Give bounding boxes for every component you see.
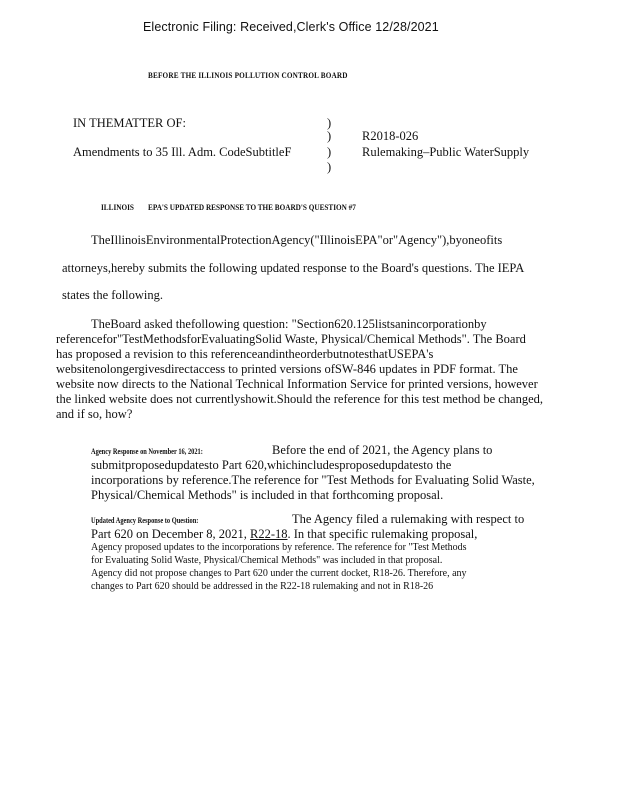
filing-header: Electronic Filing: Received,Clerk's Office 12/28/2021 bbox=[143, 20, 439, 34]
rulemaking-title: Rulemaking–Public WaterSupply bbox=[362, 145, 530, 159]
question-line: the linked website does not currentlyshowit.Should the reference for this test method be changed, bbox=[56, 392, 544, 406]
response1-label: Agency Response on November 16, 2021: bbox=[91, 447, 203, 456]
caption-paren: ) bbox=[327, 145, 332, 159]
response1-line: incorporations by reference.The reference for "Test Methods for Evaluating Solid Waste, bbox=[91, 473, 535, 487]
response2-text: . In that specific rulemaking proposal, bbox=[287, 527, 478, 541]
question-line: websitenolongergivesdirectaccess to printed versions ofSW-846 updates in PDF format. The bbox=[56, 362, 518, 376]
response2-line: Agency did not propose changes to Part 620 under the current docket, R18-26. Therefore, any bbox=[91, 568, 467, 579]
caption-paren: ) bbox=[327, 160, 332, 174]
question-line: TheBoard asked thefollowing question: "Section620.125listsanincorporationby bbox=[91, 317, 487, 331]
question-line: referencefor"TestMethodsforEvaluatingSolid Waste, Physical/Chemical Methods". The Board bbox=[56, 332, 526, 346]
docket-reference: R22-18 bbox=[250, 527, 288, 541]
response2-line: Agency proposed updates to the incorporations by reference. The reference for "Test Methods bbox=[91, 542, 467, 553]
caption-paren: ) bbox=[327, 129, 332, 143]
caption-paren: ) bbox=[327, 116, 332, 130]
intro-line: TheIllinoisEnvironmentalProtectionAgency("IllinoisEPA"or"Agency"),byoneofits bbox=[91, 233, 503, 247]
response-title-part2: EPA'S UPDATED RESPONSE TO THE BOARD'S QUESTION #7 bbox=[148, 202, 356, 212]
response1-line: Physical/Chemical Methods" is included in that forthcoming proposal. bbox=[91, 488, 444, 502]
matter-label: IN THEMATTER OF: bbox=[73, 116, 186, 130]
response2-date: Part 620 on December 8, 2021, bbox=[91, 527, 247, 541]
intro-line: states the following. bbox=[62, 288, 164, 302]
intro-line: attorneys,hereby submits the following updated response to the Board's questions. The IEPA bbox=[62, 261, 525, 275]
response-title-part1: ILLINOIS bbox=[101, 202, 134, 212]
docket-number: R2018-026 bbox=[362, 129, 419, 143]
response2-line bbox=[91, 526, 477, 542]
question-line: website now directs to the National Technical Information Service for printed versions, however bbox=[56, 377, 538, 391]
board-title: BEFORE THE ILLINOIS POLLUTION CONTROL BOARD bbox=[148, 70, 348, 80]
response2-line: The Agency filed a rulemaking with respect to bbox=[292, 512, 525, 526]
response1-line: submitproposedupdatesto Part 620,whichincludesproposedupdatesto the bbox=[91, 458, 452, 472]
response2-line: for Evaluating Solid Waste, Physical/Chemical Methods" was included in that proposal. bbox=[91, 555, 443, 566]
response2-line: changes to Part 620 should be addressed in the R22-18 rulemaking and not in R18-26 bbox=[91, 581, 434, 592]
matter-subject: Amendments to 35 Ill. Adm. CodeSubtitleF bbox=[73, 145, 292, 159]
question-line: and if so, how? bbox=[56, 407, 133, 421]
question-line: has proposed a revision to this referenceandintheorderbutnotesthatUSEPA's bbox=[56, 347, 434, 361]
response2-label: Updated Agency Response to Question: bbox=[91, 516, 199, 525]
response1-line: Before the end of 2021, the Agency plans to bbox=[272, 443, 493, 457]
